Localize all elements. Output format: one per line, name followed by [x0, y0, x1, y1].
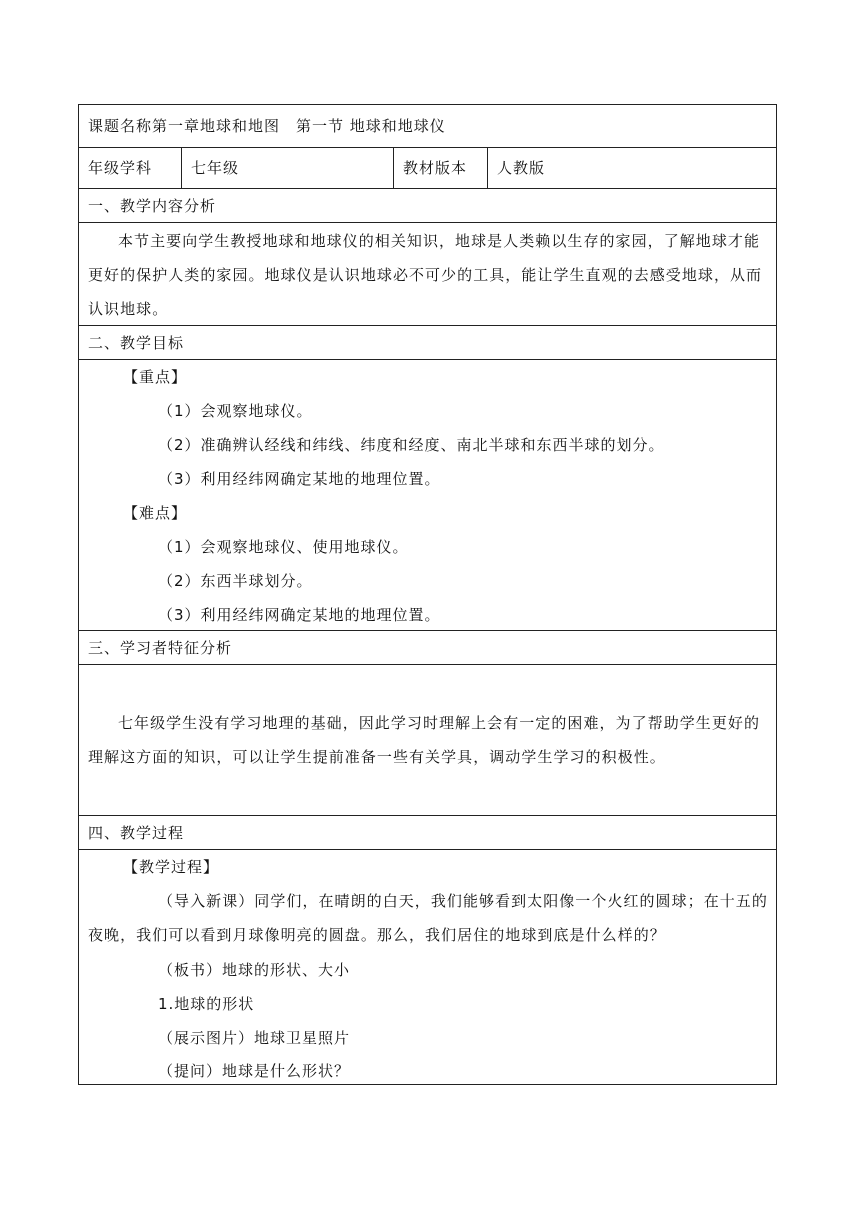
key-point-item: （2）准确辨认经线和纬线、纬度和经度、南北半球和东西半球的划分。: [158, 436, 665, 454]
intro-paragraph: （导入新课）同学们，在晴朗的白天，我们能够看到太阳像一个火红的圆球；在十五的夜晚，我们可以看到月球像明亮的圆盘。那么，我们居住的地球到底是什么样的？: [88, 892, 768, 944]
section1-heading: 一、教学内容分析: [88, 197, 217, 215]
key-point-item: （3）利用经纬网确定某地的地理位置。: [158, 470, 441, 488]
blackboard-line: （板书）地球的形状、大小: [158, 961, 351, 979]
section1-paragraph: 本节主要向学生教授地球和地球仪的相关知识，地球是人类赖以生存的家园，了解地球才能更好的保护人类的家园。地球仪是认识地球必不可少的工具，能让学生直观的去感受地球，从而认识地球。: [88, 232, 763, 318]
difficult-point-item: （3）利用经纬网确定某地的地理位置。: [158, 606, 441, 624]
lesson-title: 课题名称第一章地球和地图 第一节 地球和地球仪: [88, 117, 446, 135]
difficult-point-item: （1）会观察地球仪、使用地球仪。: [158, 538, 409, 556]
key-point-item: （1）会观察地球仪。: [158, 402, 313, 420]
grade-label: 年级学科: [88, 159, 153, 177]
edition-value: 人教版: [497, 159, 546, 177]
shape-subheading: 1.地球的形状: [158, 995, 255, 1013]
section3-paragraph: 七年级学生没有学习地理的基础，因此学习时理解上会有一定的困难，为了帮助学生更好的理解这方面的知识，可以让学生提前准备一些有关学具，调动学生学习的积极性。: [88, 714, 761, 766]
section4-heading: 四、教学过程: [88, 824, 185, 842]
section2-heading: 二、教学目标: [88, 334, 185, 352]
difficult-points-label: 【难点】: [123, 504, 188, 522]
process-label: 【教学过程】: [123, 858, 220, 876]
question-line: （提问）地球是什么形状？: [158, 1062, 351, 1080]
difficult-point-item: （2）东西半球划分。: [158, 572, 313, 590]
edition-label: 教材版本: [403, 159, 468, 177]
show-image-line: （展示图片）地球卫星照片: [158, 1029, 351, 1047]
key-points-label: 【重点】: [123, 368, 188, 386]
grade-value: 七年级: [191, 159, 240, 177]
section3-heading: 三、学习者特征分析: [88, 639, 233, 657]
